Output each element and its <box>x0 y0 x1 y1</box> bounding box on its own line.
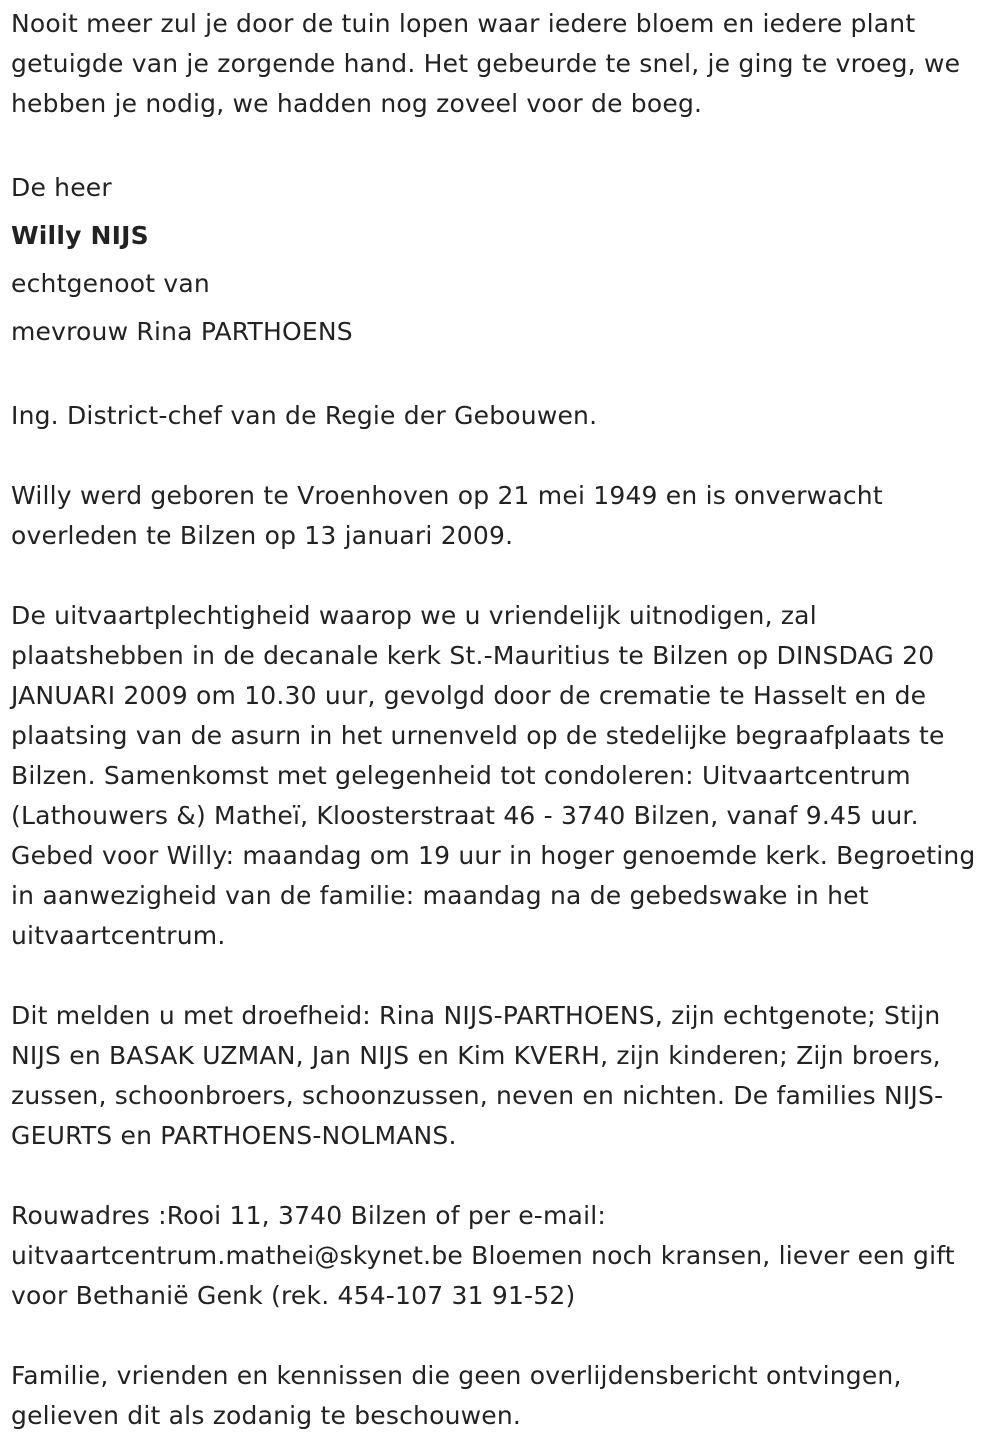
intro-verse: Nooit meer zul je door de tuin lopen waar iedere bloem en iedere plant getuigde van je zorgende hand. Het gebeurde te snel, je ging te vroeg, we hebben je nodig, we hadden nog zoveel voor de boeg. <box>11 9 961 118</box>
deceased-name: Willy NIJS <box>11 221 149 250</box>
salutation: De heer <box>11 173 112 202</box>
professional-title: Ing. District-chef van de Regie der Gebouwen. <box>11 401 598 430</box>
ceremony-paragraph: De uitvaartplechtigheid waarop we u vriendelijk uitnodigen, zal plaatshebben in de decanale kerk St.-Mauritius te Bilzen op DINSDAG 20 JANUARI 2009 om 10.30 uur, gevolgd door de crematie te Hasselt en de plaatsing van de asurn in het urnenveld op de stedelijke begraafplaats te Bilzen. Samenkomst met gelegenheid tot condoleren: Uitvaartcentrum (Lathouwers &) Matheï, Kloosterstraat 46 - 3740 Bilzen, vanaf 9.45 uur. Gebed voor Willy: maandag om 19 uur in hoger genoemde kerk. Begroeting in aanwezigheid van de familie: maandag na de gebedswake in het uitvaartcentrum. <box>11 601 976 950</box>
address-paragraph: Rouwadres :Rooi 11, 3740 Bilzen of per e-mail: uitvaartcentrum.mathei@skynet.be Bloemen noch kransen, liever een gift voor Bethanië Genk (rek. 454-107 31 91-52) <box>11 1201 955 1310</box>
obituary-notice <box>11 4 991 1436</box>
closing-paragraph: Familie, vrienden en kennissen die geen overlijdensbericht ontvingen, gelieven dit als zodanig te beschouwen. <box>11 1361 902 1430</box>
spouse-label: echtgenoot van <box>11 269 210 298</box>
family-paragraph: Dit melden u met droefheid: Rina NIJS-PARTHOENS, zijn echtgenote; Stijn NIJS en BASAK UZMAN, Jan NIJS en Kim KVERH, zijn kinderen; Zijn broers, zussen, schoonbroers, schoonzussen, neven en nichten. De families NIJS-GEURTS en PARTHOENS-NOLMANS. <box>11 1001 944 1150</box>
spouse-name: mevrouw Rina PARTHOENS <box>11 317 353 346</box>
birth-death-paragraph: Willy werd geboren te Vroenhoven op 21 mei 1949 en is onverwacht overleden te Bilzen op 13 januari 2009. <box>11 481 883 550</box>
